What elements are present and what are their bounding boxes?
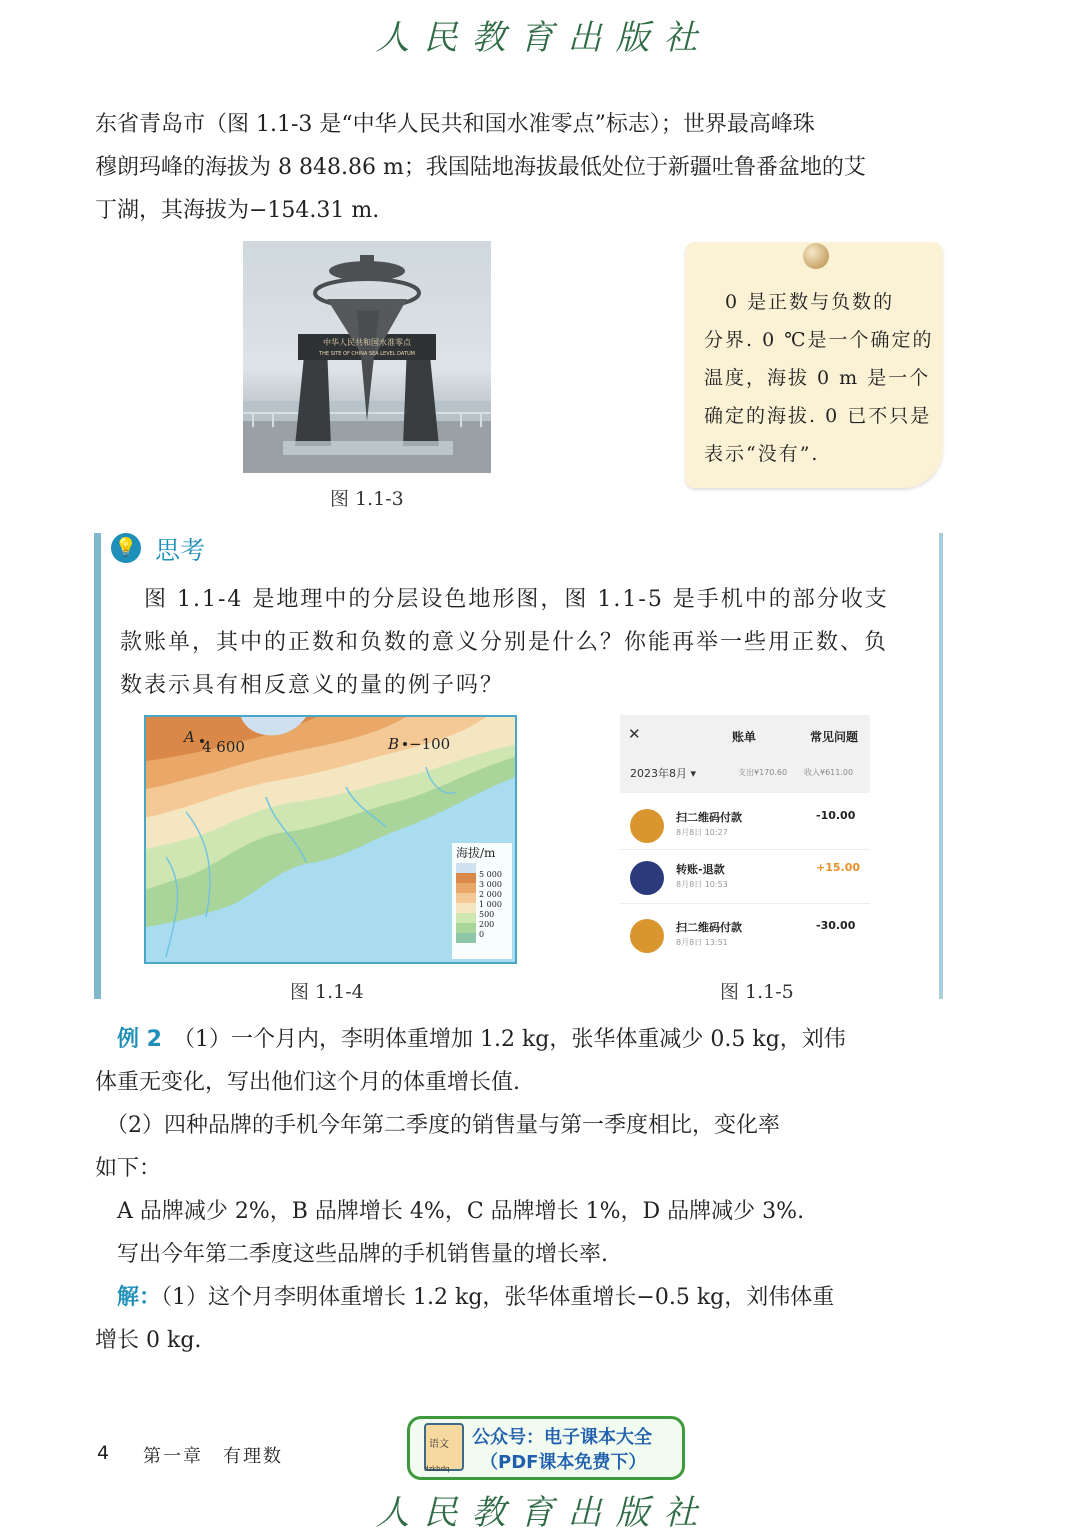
figure-caption: 图 1.1-5 <box>720 981 794 1003</box>
think-box-border-right <box>939 533 943 999</box>
bill-row-time: 8月8日 10:53 <box>676 880 728 889</box>
map-value-b: −100 <box>409 735 451 753</box>
bill-row-name: 转账-退款 <box>676 863 725 876</box>
legend-item: 0 <box>479 930 485 939</box>
note-line: 温度，海拔 0 m 是一个 <box>704 367 931 389</box>
bill-row-name: 扫二维码付款 <box>676 811 742 824</box>
phone-bill-screenshot <box>620 715 870 963</box>
map-value-a: 4 600 <box>202 738 245 756</box>
example-2 <box>95 1018 945 1362</box>
example-q2-line: （2）四种品牌的手机今年第二季度的销售量与第一季度相比，变化率 <box>95 1113 780 1138</box>
chapter-title: 第一章 有理数 <box>143 1446 283 1467</box>
example-label: 例 2 <box>117 1027 162 1052</box>
bill-row-amount: -30.00 <box>816 919 856 932</box>
book-icon-text: 语文 <box>429 1439 449 1450</box>
page-number: 4 <box>97 1442 110 1464</box>
intro-line: 穆朗玛峰的海拔为 8 848.86 m；我国陆地海拔最低处位于新疆吐鲁番盆地的艾 <box>95 155 866 180</box>
figure-caption: 图 1.1-4 <box>290 981 364 1003</box>
example-q1-line: 体重无变化，写出他们这个月的体重增长值. <box>95 1070 520 1095</box>
book-icon <box>424 1423 464 1471</box>
think-line: 款账单，其中的正数和负数的意义分别是什么？你能再举一些用正数、负 <box>120 630 889 655</box>
think-title: 思考 <box>155 536 206 565</box>
note-line: 表示“没有”. <box>704 443 820 465</box>
intro-line: 丁湖，其海拔为−154.31 m. <box>95 198 380 223</box>
legend-item: 2 000 <box>479 890 502 899</box>
example-q2-ask: 写出今年第二季度这些品牌的手机销售量的增长率. <box>95 1242 608 1267</box>
legend-item: 200 <box>479 920 495 929</box>
legend-item: 3 000 <box>479 880 502 889</box>
sign-en-text: THE SITE OF CHINA SEA LEVEL DATUM <box>319 351 415 357</box>
payment-icon <box>630 809 664 843</box>
bill-row-time: 8月8日 10:27 <box>676 828 728 837</box>
wx-line1: 公众号：电子课本大全 <box>472 1427 652 1448</box>
think-text <box>120 578 920 707</box>
think-box-border <box>94 533 101 999</box>
map-label-a: A <box>184 728 195 746</box>
think-line: 数表示具有相反意义的量的例子吗？ <box>120 673 505 698</box>
bill-row-amount: -10.00 <box>816 809 856 822</box>
intro-line: 东省青岛市（图 1.1-3 是“中华人民共和国水准零点”标志）；世界最高峰珠 <box>95 112 815 137</box>
example-q1-line: （1）一个月内，李明体重增加 1.2 kg，张华体重减少 0.5 kg，刘伟 <box>184 1027 846 1052</box>
map-label-b: B <box>388 735 400 753</box>
bill-row-time: 8月8日 13:51 <box>676 938 728 947</box>
wx-line2: （PDF课本免费下） <box>480 1452 647 1473</box>
legend-item: 1 000 <box>479 900 502 909</box>
publisher-header: 人民教育出版社 <box>375 18 712 58</box>
intro-paragraph <box>95 103 945 232</box>
figure-caption: 图 1.1-3 <box>330 488 404 510</box>
publisher-footer: 人民教育出版社 <box>375 1493 712 1533</box>
note-line: 分界. 0 ℃是一个确定的 <box>704 329 934 351</box>
month-select[interactable]: 2023年8月 ▾ <box>630 767 697 780</box>
wx-tag: dzkbdq <box>424 1465 450 1473</box>
note-text <box>704 283 934 473</box>
sea-level-datum-photo <box>243 241 491 473</box>
think-line: 图 1.1-4 是地理中的分层设色地形图，图 1.1-5 是手机中的部分收支 <box>120 587 889 612</box>
close-icon[interactable]: ✕ <box>628 725 641 743</box>
expense-total: 支出¥170.60 <box>738 768 788 777</box>
transfer-icon <box>630 861 664 895</box>
legend-title: 海拔/m <box>456 846 496 860</box>
bill-row-amount: +15.00 <box>816 861 861 874</box>
income-total: 收入¥611.00 <box>804 768 854 777</box>
solution-line: （1）这个月李明体重增长 1.2 kg，张华体重增长−0.5 kg，刘伟体重 <box>161 1285 835 1310</box>
legend-item: 5 000 <box>479 870 502 879</box>
wechat-banner <box>407 1416 685 1480</box>
solution-line: 增长 0 kg. <box>95 1328 202 1353</box>
note-line: 0 是正数与负数的 <box>704 291 895 313</box>
bill-title: 账单 <box>732 730 757 744</box>
legend-item: 500 <box>479 910 495 919</box>
pushpin-icon <box>803 243 829 269</box>
bill-row-name: 扫二维码付款 <box>676 921 742 934</box>
lightbulb-icon: 💡 <box>111 533 141 563</box>
note-line: 确定的海拔. 0 已不只是 <box>704 405 932 427</box>
example-q2-line: 如下： <box>95 1156 162 1181</box>
faq-link[interactable]: 常见问题 <box>810 730 859 744</box>
example-q2-rates: A 品牌减少 2%，B 品牌增长 4%，C 品牌增长 1%，D 品牌减少 3%. <box>95 1199 805 1224</box>
sign-cn-text: 中华人民共和国水准零点 <box>323 338 411 347</box>
terrain-map <box>144 715 517 964</box>
payment-icon <box>630 919 664 953</box>
solution-label: 解： <box>117 1285 162 1310</box>
